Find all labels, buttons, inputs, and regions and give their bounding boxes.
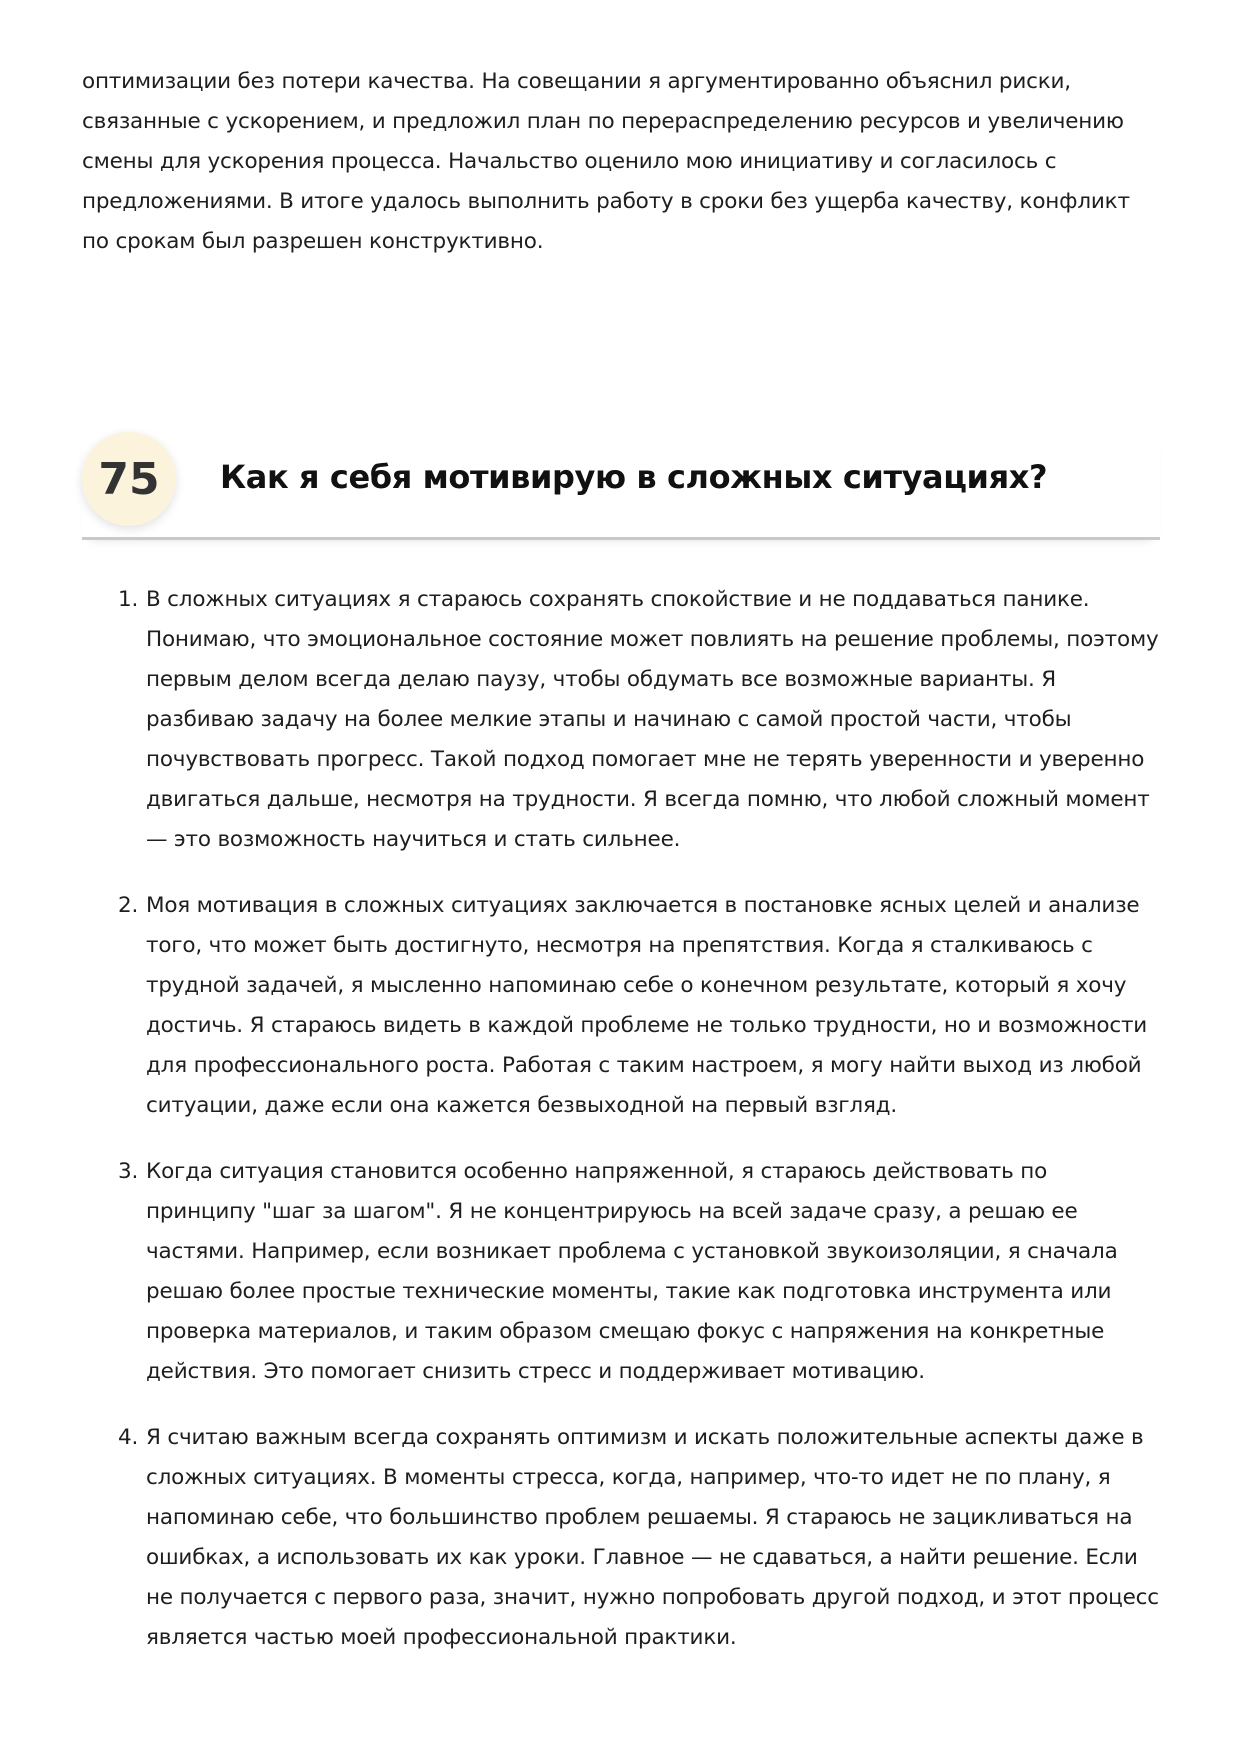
- answer-list: [82, 580, 1162, 1684]
- list-item-text: Моя мотивация в сложных ситуациях заключается в постановке ясных целей и анализе того, что может быть достигнуто, несмотря на препятствия. Когда я сталкиваюсь с трудной задачей, я мысленно напоминаю себе о конечном результате, который я хочу достичь. Я стараюсь видеть в каждой проблеме не только трудности, но и возможности для профессионального роста. Работая с таким настроем, я могу найти выход из любой ситуации, даже если она кажется безвыходной на первый взгляд.: [146, 893, 1148, 1118]
- list-item-number: 3.: [118, 1159, 139, 1184]
- list-item-text: Когда ситуация становится особенно напряженной, я стараюсь действовать по принципу "шаг за шагом". Я не концентрируюсь на всей задаче сразу, а решаю ее частями. Например, если возникает проблема с установкой звукоизоляции, я сначала решаю более простые технические моменты, такие как подготовка инструмента или проверка материалов, и таким образом смещаю фокус с напряжения на конкретные действия. Это помогает снизить стресс и поддерживает мотивацию.: [146, 1159, 1118, 1384]
- list-item-text: В сложных ситуациях я стараюсь сохранять спокойствие и не поддаваться панике. Понимаю, что эмоциональное состояние может повлиять на решение проблемы, поэтому первым делом всегда делаю паузу, чтобы обдумать все возможные варианты. Я разбиваю задачу на более мелкие этапы и начинаю с самой простой части, чтобы почувствовать прогресс. Такой подход помогает мне не терять уверенности и уверенно двигаться дальше, несмотря на трудности. Я всегда помню, что любой сложный момент — это возможность научиться и стать сильнее.: [146, 587, 1159, 852]
- list-item-text: Я считаю важным всегда сохранять оптимизм и искать положительные аспекты даже в сложных ситуациях. В моменты стресса, когда, например, что-то идет не по плану, я напоминаю себе, что большинство проблем решаемы. Я стараюсь не зацикливаться на ошибках, а использовать их как уроки. Главное — не сдаваться, а найти решение. Если не получается с первого раза, значит, нужно попробовать другой подход, и этот процесс является частью моей профессиональной практики.: [146, 1425, 1159, 1650]
- list-item: [82, 886, 1162, 1126]
- list-item: [82, 1418, 1162, 1658]
- list-item-number: 4.: [118, 1425, 139, 1450]
- list-item: [82, 580, 1162, 860]
- intro-paragraph: оптимизации без потери качества. На совещании я аргументированно объяснил риски, связанные с ускорением, и предложил план по перераспределению ресурсов и увеличению смены для ускорения процесса. Начальство оценило мою инициативу и согласилось с предложениями. В итоге удалось выполнить работу в сроки без ущерба качеству, конфликт по срокам был разрешен конструктивно.: [82, 69, 1130, 254]
- list-item-number: 1.: [118, 587, 139, 612]
- section-title: Как я себя мотивирую в сложных ситуациях?: [220, 458, 1048, 496]
- section-header: [82, 432, 1160, 540]
- list-item: [82, 1152, 1162, 1392]
- list-item-number: 2.: [118, 893, 139, 918]
- question-number-badge: 75: [82, 432, 176, 526]
